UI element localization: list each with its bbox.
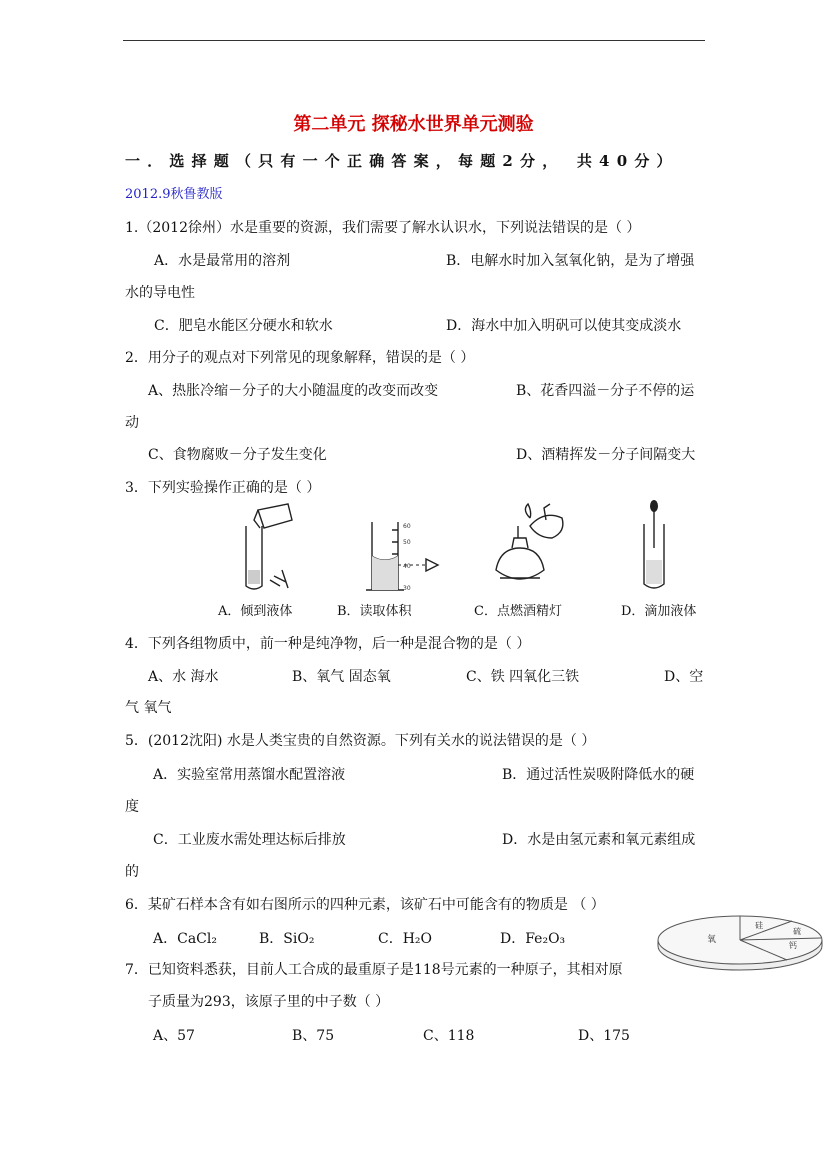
q5-option-a: A．实验室常用蒸馏水配置溶液 bbox=[153, 767, 346, 783]
q7-option-c: C、118 bbox=[423, 1028, 475, 1044]
figure-label-c: C．点燃酒精灯 bbox=[474, 604, 562, 619]
q2-stem: 2．用分子的观点对下列常见的现象解释，错误的是（ ） bbox=[125, 350, 475, 366]
figure-label-a: A．倾到液体 bbox=[218, 604, 293, 619]
q4-stem: 4．下列各组物质中，前一种是纯净物，后一种是混合物的是（ ） bbox=[125, 636, 531, 652]
svg-text:硫: 硫 bbox=[793, 927, 801, 936]
svg-text:60: 60 bbox=[403, 523, 411, 530]
q2-option-a: A、热胀冷缩－分子的大小随温度的改变而改变 bbox=[148, 383, 439, 399]
q2-option-d: D、酒精挥发－分子间隔变大 bbox=[516, 447, 696, 463]
q1-option-b: B．电解水时加入氢氧化钠，是为了增强 bbox=[446, 253, 695, 269]
q2-option-c: C、食物腐败－分子发生变化 bbox=[148, 447, 327, 463]
q4-option-c: C、铁 四氧化三铁 bbox=[466, 669, 580, 685]
q5-option-d: D．水是由氢元素和氧元素组成 bbox=[502, 832, 696, 848]
svg-text:40: 40 bbox=[403, 563, 411, 570]
q5-option-d-cont: 的 bbox=[125, 864, 139, 880]
q1-option-d: D．海水中加入明矾可以使其变成淡水 bbox=[446, 318, 682, 334]
q5-option-c: C．工业废水需处理达标后排放 bbox=[153, 832, 346, 848]
q7-option-d: D、175 bbox=[578, 1028, 630, 1044]
q5-stem: 5．(2012沈阳) 水是人类宝贵的自然资源。下列有关水的说法错误的是（ ） bbox=[125, 733, 596, 749]
lab-operations-figure bbox=[200, 498, 720, 598]
q6-stem: 6．某矿石样本含有如右图所示的四种元素，该矿石中可能含有的物质是 （ ） bbox=[125, 897, 605, 913]
lighting-alcohol-lamp-illustration bbox=[496, 504, 563, 579]
figure-label-d: D．滴加液体 bbox=[621, 604, 697, 619]
q5-option-b-cont: 度 bbox=[125, 799, 139, 815]
q4-option-d: D、空 bbox=[664, 669, 704, 685]
figure-label-b: B．读取体积 bbox=[337, 604, 412, 619]
svg-text:氧: 氧 bbox=[707, 935, 717, 945]
q6-option-b: B．SiO₂ bbox=[259, 931, 315, 947]
q1-option-c: C．肥皂水能区分硬水和软水 bbox=[154, 318, 333, 334]
q1-option-b-cont: 水的导电性 bbox=[125, 285, 195, 301]
reading-volume-illustration bbox=[366, 522, 438, 592]
q6-option-c: C．H₂O bbox=[378, 931, 433, 947]
q1-option-a: A．水是最常用的溶剂 bbox=[154, 253, 291, 269]
svg-text:硅: 硅 bbox=[755, 921, 763, 930]
edition-note: 2012.9秋鲁教版 bbox=[125, 187, 223, 202]
section-heading: 一．选择题（只有一个正确答案，每题2分， 共40分） bbox=[125, 152, 679, 170]
q6-option-a: A．CaCl₂ bbox=[153, 931, 217, 947]
header-rule bbox=[123, 40, 705, 41]
dropping-liquid-illustration bbox=[644, 500, 664, 588]
svg-text:钙: 钙 bbox=[789, 941, 797, 950]
q7-option-a: A、57 bbox=[153, 1028, 195, 1044]
q4-option-d-cont: 气 氧气 bbox=[125, 700, 172, 716]
q6-option-d: D．Fe₂O₃ bbox=[500, 931, 566, 947]
q7-stem-cont: 子质量为293，该原子里的中子数（ ） bbox=[148, 994, 390, 1010]
q4-option-a: A、水 海水 bbox=[148, 669, 219, 685]
svg-text:30: 30 bbox=[403, 585, 411, 592]
svg-text:50: 50 bbox=[403, 539, 411, 546]
q3-stem: 3．下列实验操作正确的是（ ） bbox=[125, 480, 321, 496]
pouring-liquid-illustration bbox=[246, 504, 292, 589]
q5-option-b: B．通过活性炭吸附降低水的硬 bbox=[502, 767, 695, 783]
q2-option-b: B、花香四溢－分子不停的运 bbox=[516, 383, 695, 399]
q7-stem: 7．已知资料悉获，目前人工合成的最重原子是118号元素的一种原子，其相对原 bbox=[125, 962, 623, 978]
q2-option-b-cont: 动 bbox=[125, 415, 139, 431]
q7-option-b: B、75 bbox=[292, 1028, 335, 1044]
q4-option-b: B、氧气 固态氧 bbox=[292, 669, 391, 685]
element-pie-figure bbox=[655, 912, 827, 974]
page-title: 第二单元 探秘水世界单元测验 bbox=[293, 114, 534, 135]
q1-stem: 1.（2012徐州）水是重要的资源，我们需要了解水认识水，下列说法错误的是（ ） bbox=[125, 220, 641, 236]
